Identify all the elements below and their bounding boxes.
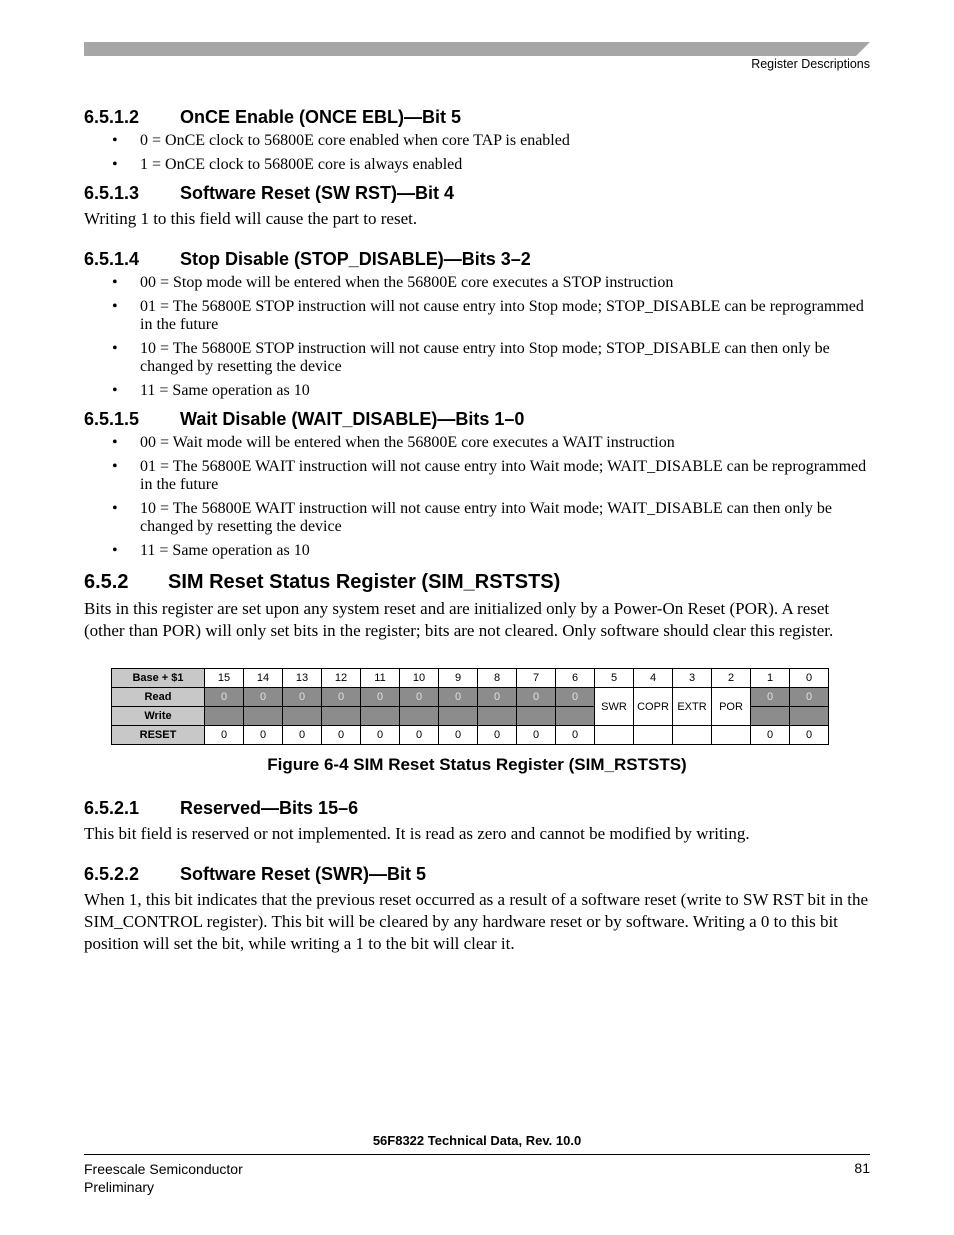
register-figure (84, 668, 870, 775)
write-bit (400, 707, 439, 726)
reset-bit: 0 (400, 726, 439, 745)
footer-divider (84, 1154, 870, 1155)
reset-bit: 0 (361, 726, 400, 745)
read-bit: 0 (517, 688, 556, 707)
read-bit: 0 (751, 688, 790, 707)
write-bit (322, 707, 361, 726)
reset-bit: 0 (322, 726, 361, 745)
list-6512 (84, 132, 870, 174)
bit-number: 3 (673, 669, 712, 688)
write-bit (361, 707, 400, 726)
paragraph-652: Bits in this register are set upon any system reset and are initialized only by a Power-On Reset (POR). A reset (other than POR) will only set bits in the register; bits are not cleared. Only software should clear this register. (84, 599, 834, 640)
read-bit: 0 (478, 688, 517, 707)
table-row (112, 669, 829, 688)
reset-bit (634, 726, 673, 745)
bit-number: 12 (322, 669, 361, 688)
footer-company: Freescale Semiconductor (84, 1161, 243, 1177)
heading-6521: 6.5.2.1 Reserved—Bits 15–6 (84, 798, 359, 818)
bit-number: 10 (400, 669, 439, 688)
bit-number: 5 (595, 669, 634, 688)
write-label: Write (112, 707, 205, 726)
list-6514 (84, 274, 870, 400)
reset-bit: 0 (751, 726, 790, 745)
swr-field: SWR (595, 688, 634, 726)
footer-doc-title: 56F8322 Technical Data, Rev. 10.0 (372, 1133, 582, 1148)
heading-652: 6.5.2 SIM Reset Status Register (SIM_RSTSTS) (84, 571, 561, 593)
header-bar (84, 42, 870, 56)
paragraph-6521: This bit field is reserved or not implemented. It is read as zero and cannot be modified by writing. (84, 824, 750, 843)
write-bit (283, 707, 322, 726)
heading-6514: 6.5.1.4 Stop Disable (STOP_DISABLE)—Bits 3–2 (84, 249, 531, 269)
list-item: • 10 = The 56800E WAIT instruction will not cause entry into Wait mode; WAIT_DISABLE can then only be changed by resetting the device (112, 500, 832, 535)
table-row (112, 688, 829, 707)
por-field: POR (712, 688, 751, 726)
reset-bit: 0 (478, 726, 517, 745)
heading-6522: 6.5.2.2 Software Reset (SWR)—Bit 5 (84, 864, 427, 884)
list-item: • 10 = The 56800E STOP instruction will not cause entry into Stop mode; STOP_DISABLE can then only be changed by resetting the device (112, 340, 830, 375)
reset-bit (595, 726, 634, 745)
write-bit (478, 707, 517, 726)
heading-6515: 6.5.1.5 Wait Disable (WAIT_DISABLE)—Bits 1–0 (84, 409, 525, 429)
list-item: • 11 = Same operation as 10 (112, 542, 310, 559)
bit-number: 4 (634, 669, 673, 688)
list-6515 (84, 434, 870, 560)
bit-number: 14 (244, 669, 283, 688)
write-bit (556, 707, 595, 726)
reset-bit: 0 (790, 726, 829, 745)
header-title: Register Descriptions (751, 57, 870, 71)
read-bit: 0 (283, 688, 322, 707)
write-bit (517, 707, 556, 726)
read-bit: 0 (205, 688, 244, 707)
reset-bit: 0 (556, 726, 595, 745)
read-label: Read (112, 688, 205, 707)
bit-number: 11 (361, 669, 400, 688)
bit-number: 9 (439, 669, 478, 688)
write-bit (790, 707, 829, 726)
table-row (112, 726, 829, 745)
base-address-label: Base + $1 (112, 669, 205, 688)
list-item: • 1 = OnCE clock to 56800E core is always enabled (112, 156, 463, 173)
reset-bit (673, 726, 712, 745)
bit-number: 13 (283, 669, 322, 688)
read-bit: 0 (361, 688, 400, 707)
reset-label: RESET (112, 726, 205, 745)
write-bit (751, 707, 790, 726)
bit-number: 2 (712, 669, 751, 688)
bit-number: 0 (790, 669, 829, 688)
page-number: 81 (854, 1160, 870, 1176)
write-bit (439, 707, 478, 726)
list-item: • 0 = OnCE clock to 56800E core enabled when core TAP is enabled (112, 132, 570, 149)
footer-status: Preliminary (84, 1179, 155, 1195)
bit-number: 1 (751, 669, 790, 688)
bit-number: 6 (556, 669, 595, 688)
paragraph-6513: Writing 1 to this field will cause the part to reset. (84, 209, 418, 228)
write-bit (244, 707, 283, 726)
read-bit: 0 (322, 688, 361, 707)
read-bit: 0 (244, 688, 283, 707)
list-item: • 00 = Stop mode will be entered when the 56800E core executes a STOP instruction (112, 274, 674, 291)
write-bit (205, 707, 244, 726)
footer-left (84, 1160, 243, 1196)
heading-6513: 6.5.1.3 Software Reset (SW RST)—Bit 4 (84, 183, 455, 203)
bit-number: 15 (205, 669, 244, 688)
list-item: • 01 = The 56800E WAIT instruction will not cause entry into Wait mode; WAIT_DISABLE can be reprogrammed in the future (112, 458, 867, 493)
register-table (111, 668, 829, 745)
reset-bit: 0 (283, 726, 322, 745)
figure-caption: Figure 6-4 SIM Reset Status Register (SIM_RSTSTS) (267, 755, 687, 774)
read-bit: 0 (790, 688, 829, 707)
reset-bit: 0 (439, 726, 478, 745)
reset-bit: 0 (205, 726, 244, 745)
read-bit: 0 (400, 688, 439, 707)
read-bit: 0 (439, 688, 478, 707)
page-content (84, 104, 870, 955)
read-bit: 0 (556, 688, 595, 707)
copr-field: COPR (634, 688, 673, 726)
bit-number: 7 (517, 669, 556, 688)
extr-field: EXTR (673, 688, 712, 726)
reset-bit: 0 (517, 726, 556, 745)
reset-bit (712, 726, 751, 745)
bit-number: 8 (478, 669, 517, 688)
list-item: • 00 = Wait mode will be entered when the 56800E core executes a WAIT instruction (112, 434, 675, 451)
heading-6512: 6.5.1.2 OnCE Enable (ONCE EBL)—Bit 5 (84, 107, 462, 127)
paragraph-6522: When 1, this bit indicates that the previous reset occurred as a result of a software reset (write to SW RST bit in the SIM_CONTROL register). This bit will be cleared by any hardware reset or by software. Writing a 0 to this bit position will set the bit, while writing a 1 to the bit will clear it. (84, 890, 868, 953)
reset-bit: 0 (244, 726, 283, 745)
list-item: • 01 = The 56800E STOP instruction will not cause entry into Stop mode; STOP_DISABLE can be reprogrammed in the future (112, 298, 864, 333)
list-item: • 11 = Same operation as 10 (112, 382, 310, 399)
